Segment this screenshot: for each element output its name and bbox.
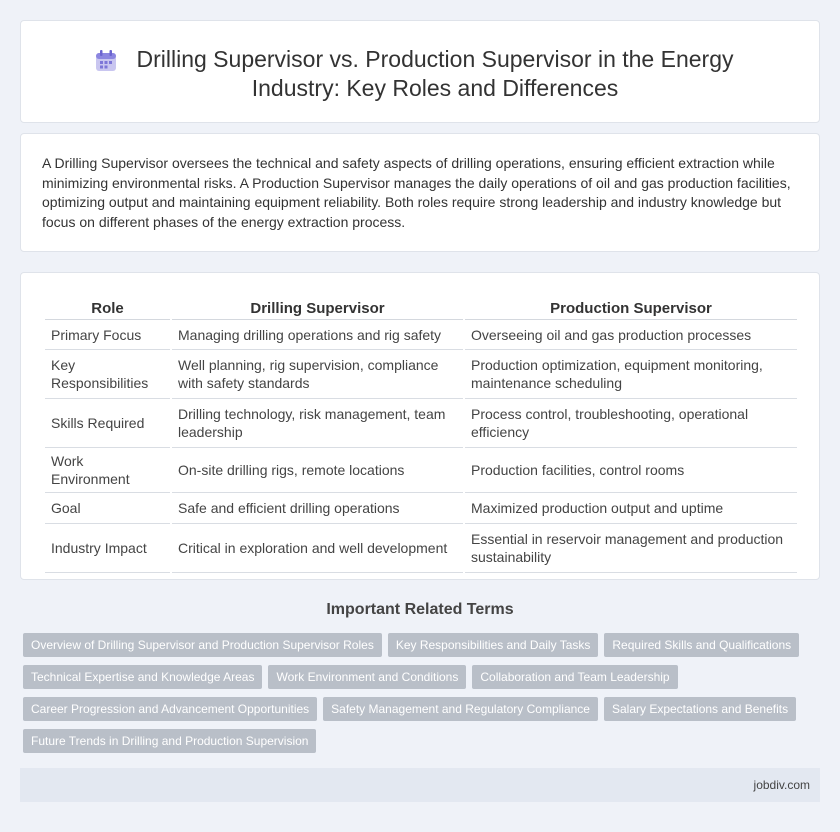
- drilling-cell: Safe and efficient drilling operations: [172, 493, 463, 524]
- row-label: Work Environment: [45, 448, 170, 493]
- related-terms-list: [23, 633, 803, 753]
- table-row: [45, 493, 797, 524]
- related-term-tag[interactable]: Work Environment and Conditions: [268, 665, 466, 689]
- related-term-tag[interactable]: Technical Expertise and Knowledge Areas: [23, 665, 262, 689]
- related-term-tag[interactable]: Salary Expectations and Benefits: [604, 697, 796, 721]
- row-label: Industry Impact: [45, 524, 170, 573]
- column-header-role: Role: [45, 295, 170, 320]
- production-cell: Production facilities, control rooms: [465, 448, 797, 493]
- table-row: [45, 320, 797, 350]
- drilling-cell: Drilling technology, risk management, team leadership: [172, 399, 463, 448]
- production-cell: Essential in reservoir management and production sustainability: [465, 524, 797, 573]
- page-title: Drilling Supervisor vs. Production Supervisor in the Energy Industry: Key Roles and Differences: [136, 46, 734, 101]
- table-header-row: [45, 295, 797, 320]
- column-header-drilling: Drilling Supervisor: [172, 295, 463, 320]
- table-row: [45, 350, 797, 399]
- intro-paragraph: A Drilling Supervisor oversees the technical and safety aspects of drilling operations, ensuring efficient extraction while minimizing environmental risks. A Production Supervisor manages the daily operations of oil and gas production facilities, optimizing output and maintaining equipment reliability. Both roles require strong leadership and industry knowledge but focus on different phases of the energy extraction process.: [42, 155, 791, 230]
- drilling-cell: On-site drilling rigs, remote locations: [172, 448, 463, 493]
- production-cell: Maximized production output and uptime: [465, 493, 797, 524]
- related-term-tag[interactable]: Key Responsibilities and Daily Tasks: [388, 633, 599, 657]
- comparison-card: [20, 272, 820, 580]
- related-term-tag[interactable]: Collaboration and Team Leadership: [472, 665, 677, 689]
- row-label: Goal: [45, 493, 170, 524]
- site-credit[interactable]: jobdiv.com: [753, 778, 810, 792]
- footer-bar: [20, 768, 820, 802]
- production-cell: Production optimization, equipment monitoring, maintenance scheduling: [465, 350, 797, 399]
- related-term-tag[interactable]: Career Progression and Advancement Opportunities: [23, 697, 317, 721]
- table-row: [45, 524, 797, 573]
- drilling-cell: Managing drilling operations and rig safety: [172, 320, 463, 350]
- table-row: [45, 448, 797, 493]
- row-label: Skills Required: [45, 399, 170, 448]
- row-label: Primary Focus: [45, 320, 170, 350]
- production-cell: Process control, troubleshooting, operational efficiency: [465, 399, 797, 448]
- drilling-cell: Well planning, rig supervision, compliance with safety standards: [172, 350, 463, 399]
- comparison-table: [43, 295, 799, 573]
- drilling-cell: Critical in exploration and well development: [172, 524, 463, 573]
- related-terms-heading: Important Related Terms: [326, 601, 514, 618]
- header-card: [20, 20, 820, 123]
- related-term-tag[interactable]: Required Skills and Qualifications: [604, 633, 799, 657]
- column-header-production: Production Supervisor: [465, 295, 797, 320]
- related-term-tag[interactable]: Safety Management and Regulatory Compliance: [323, 697, 598, 721]
- related-term-tag[interactable]: Overview of Drilling Supervisor and Production Supervisor Roles: [23, 633, 382, 657]
- row-label: Key Responsibilities: [45, 350, 170, 399]
- production-cell: Overseeing oil and gas production processes: [465, 320, 797, 350]
- related-term-tag[interactable]: Future Trends in Drilling and Production Supervision: [23, 729, 316, 753]
- table-row: [45, 399, 797, 448]
- intro-card: [20, 133, 820, 252]
